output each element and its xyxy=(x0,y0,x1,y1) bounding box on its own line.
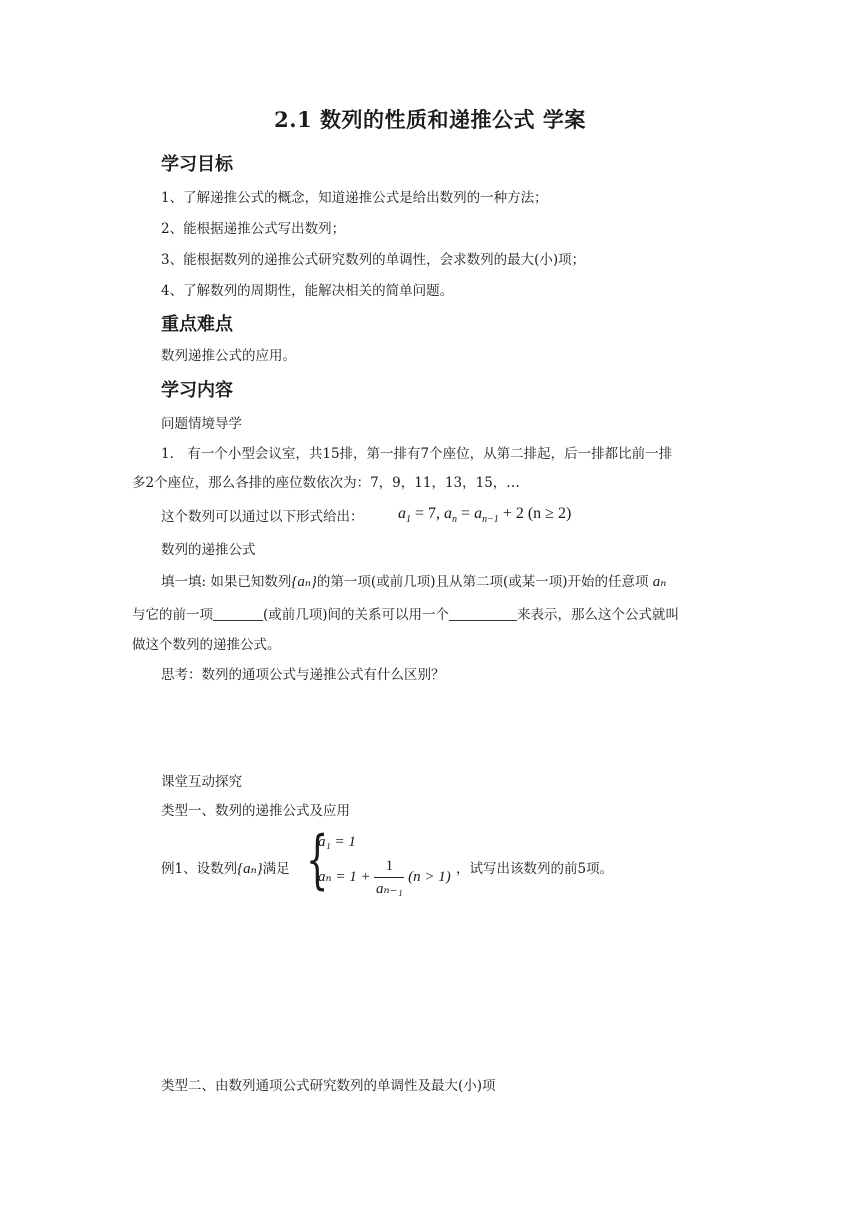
example-1-prefix: 例1、设数列{aₙ}满足 xyxy=(161,861,290,877)
example-1-suffix: ，试写出该数列的前5项。 xyxy=(456,861,614,877)
example-1-case-2: aₙ = 1 + $\frac{1}{\text{aₙ₋₁}}$ (n > 1) xyxy=(318,858,451,897)
question-1-line-3: 这个数列可以通过以下形式给出： xyxy=(161,509,364,525)
think-question: 思考：数列的通项公式与递推公式有什么区别？ xyxy=(161,667,445,683)
objective-item-3: 3、能根据数列的递推公式研究数列的单调性，会求数列的最大(小)项； xyxy=(161,252,586,268)
intro-label: 问题情境导学 xyxy=(161,416,242,432)
question-1-line-1: 1. 有一个小型会议室，共15排，第一排有7个座位，从第二排起，后一排都比前一排 xyxy=(161,446,673,462)
objective-item-1: 1、了解递推公式的概念，知道递推公式是给出数列的一种方法； xyxy=(161,190,548,206)
objective-item-4: 4、了解数列的周期性，能解决相关的简单问题。 xyxy=(161,283,454,299)
fill-line-2: 与它的前一项 (或前几项)间的关系可以用一个 来表示，那么这个公式就叫 xyxy=(132,607,680,623)
objective-item-2: 2、能根据递推公式写出数列； xyxy=(161,221,346,237)
piecewise-brace: { xyxy=(306,823,329,897)
formula-recursive: $a_1 = 7$, $a_n = a_{n-1} + 2$ (n ≥ 2) xyxy=(398,505,572,525)
objectives-heading: 学习目标 xyxy=(161,154,233,175)
classroom-label: 课堂互动探究 xyxy=(161,774,242,790)
fill-line-1: 填一填: 如果已知数列{aₙ}的第一项(或前几项)且从第二项(或某一项)开始的任意项 aₙ xyxy=(161,574,667,590)
example-1-case-1: a₁ = 1 xyxy=(318,834,356,850)
key-points-text: 数列递推公式的应用。 xyxy=(161,348,296,364)
type-1-heading: 类型一、数列的递推公式及应用 xyxy=(161,803,350,819)
blank-previous-term[interactable] xyxy=(213,606,263,621)
recursive-label: 数列的递推公式 xyxy=(161,542,256,558)
question-1-line-2: 多2个座位，那么各排的座位数依次为：7，9，11，13，15，… xyxy=(132,475,520,491)
fill-line-3: 做这个数列的递推公式。 xyxy=(132,637,281,653)
blank-formula[interactable] xyxy=(449,606,517,621)
type-2-heading: 类型二、由数列通项公式研究数列的单调性及最大(小)项 xyxy=(161,1078,496,1094)
page-title: 2.1 数列的性质和递推公式 学案 xyxy=(274,107,586,132)
key-points-heading: 重点难点 xyxy=(161,314,233,335)
content-heading: 学习内容 xyxy=(161,380,233,401)
fraction: $\frac{1}{\text{aₙ₋₁}}$ xyxy=(375,858,403,897)
